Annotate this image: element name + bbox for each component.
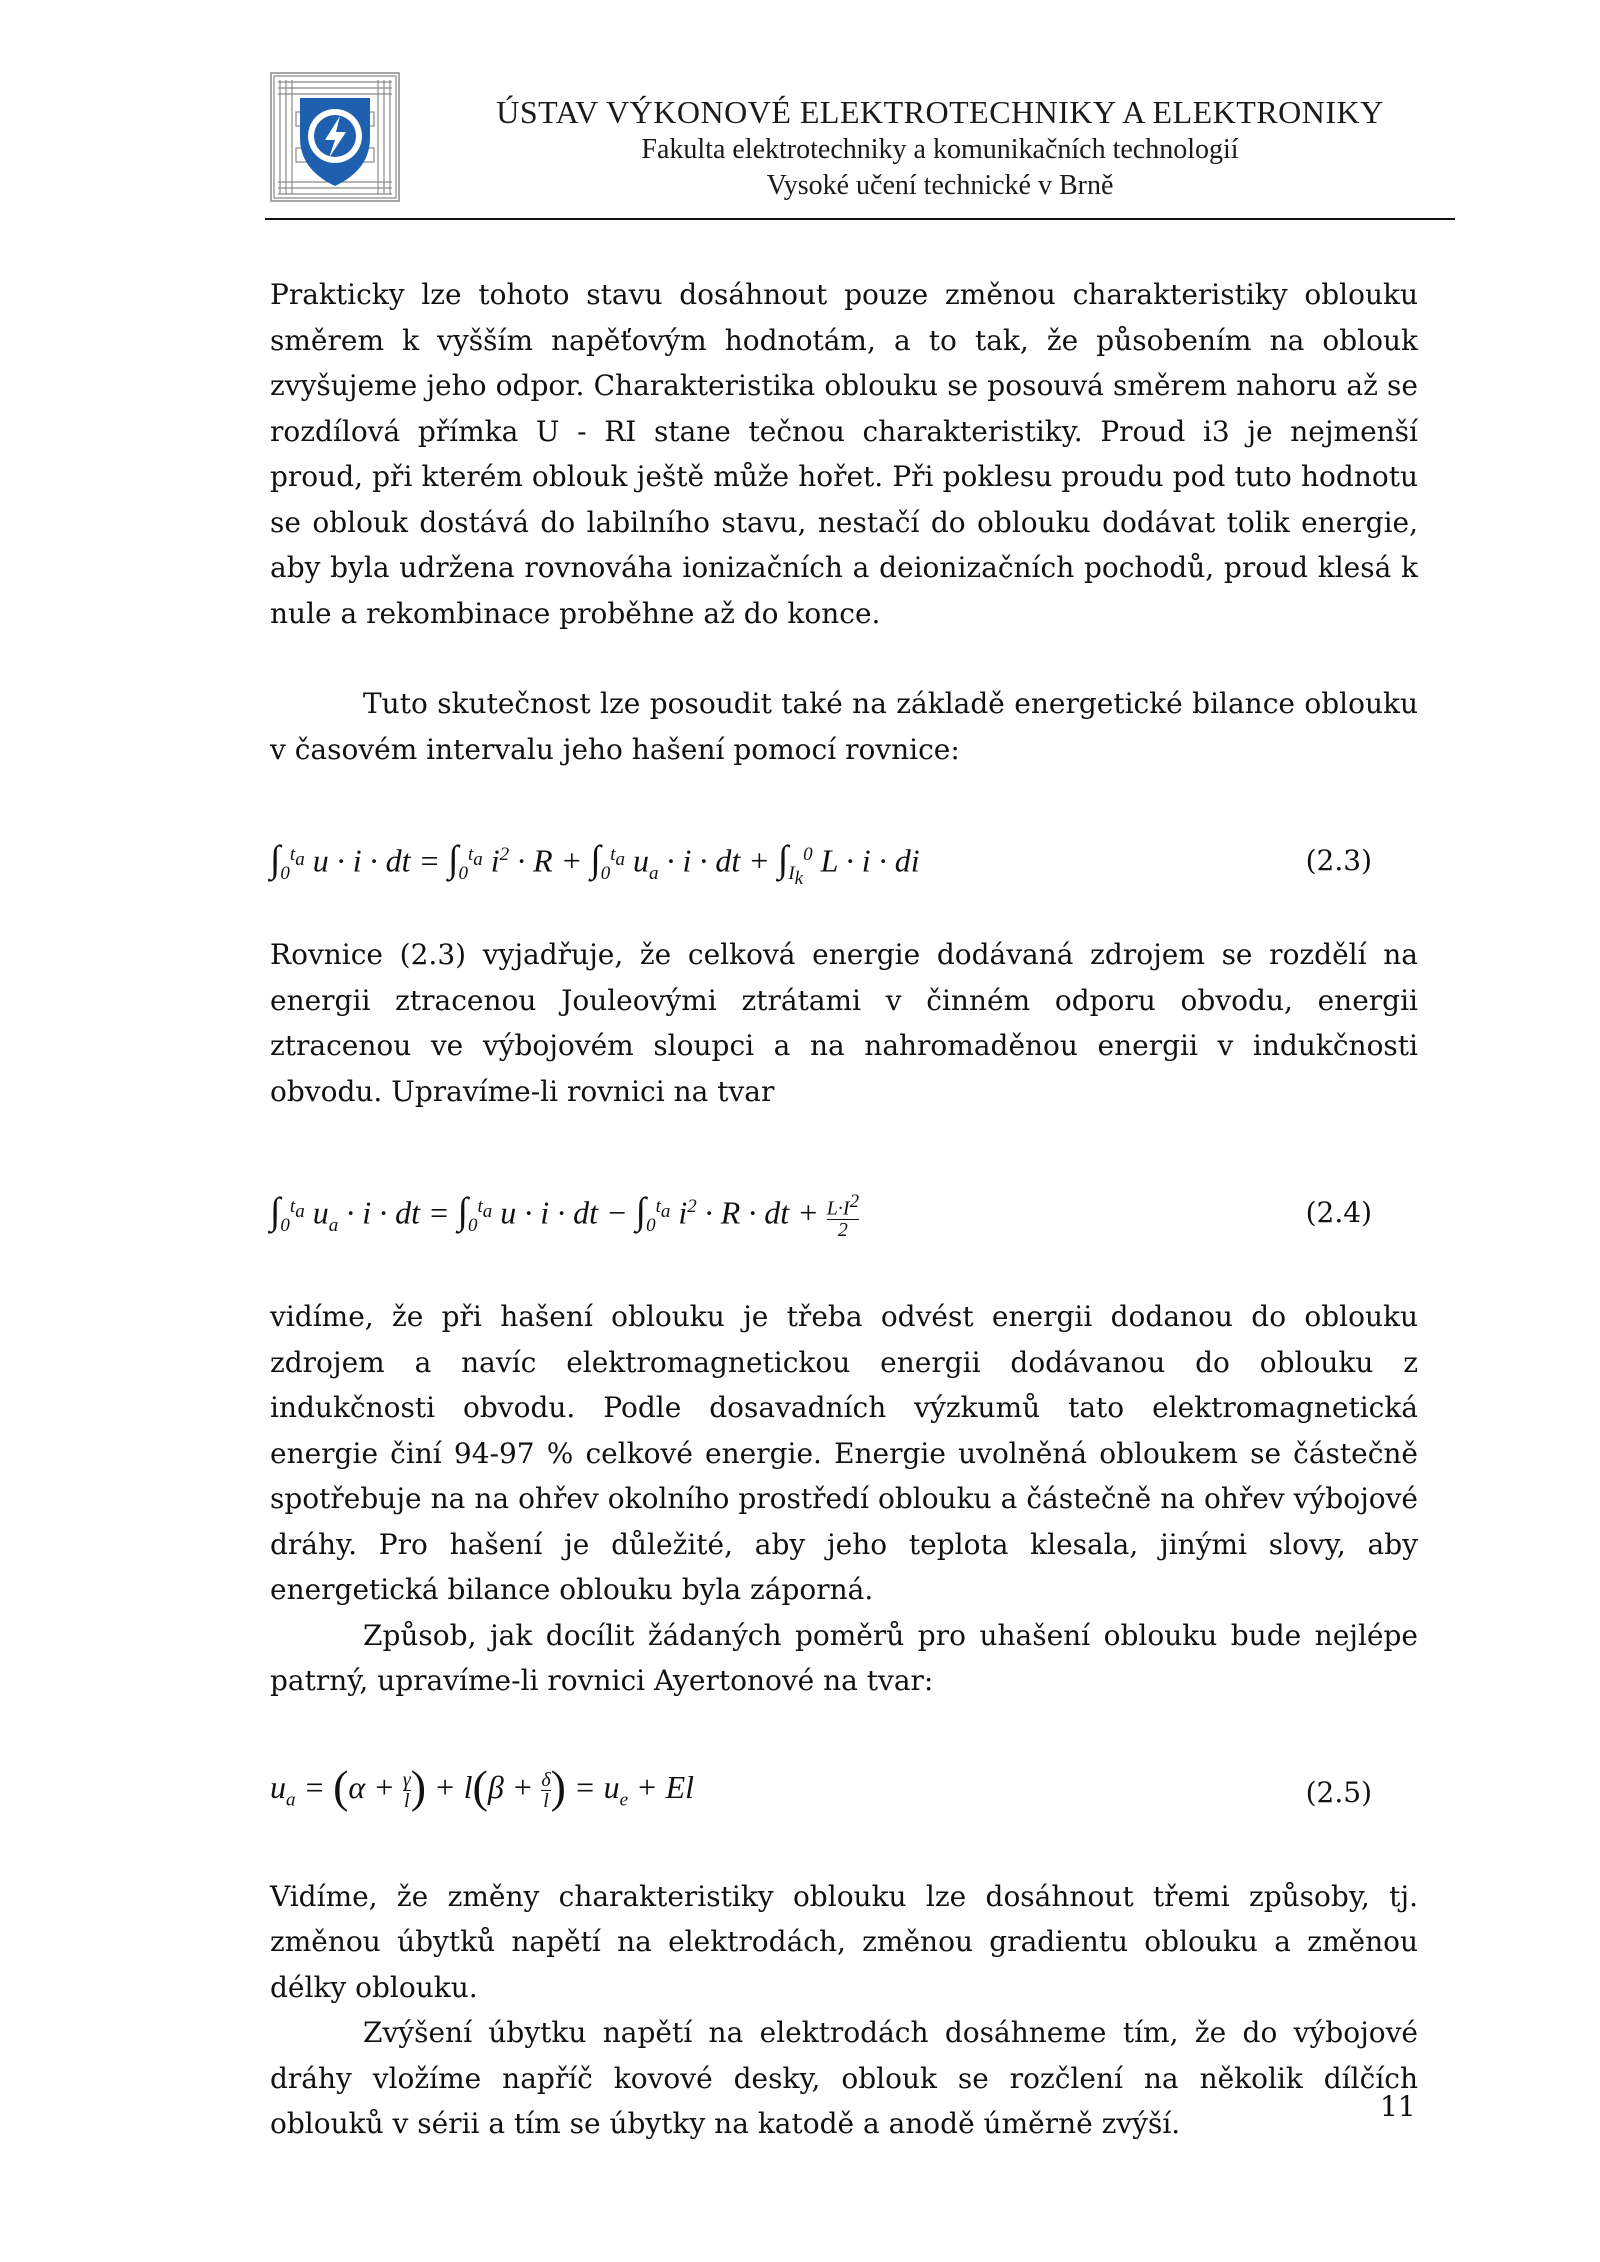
header-text: [430, 92, 1450, 204]
paragraph-2: Tuto skutečnost lze posoudit také na základě energetické bilance oblouku v časovém intervalu jeho hašení pomocí rovnice:: [270, 687, 1418, 766]
equation-2-4-expression: $\int_0^{t_a}$ $u_a \cdot i$ · dt = $\int_0^{t_a}$ u · i · dt − $\int_0^{t_a}$ $i^2 \cdot R$ · dt + $\frac{L\cdot I^2}{2}$: [270, 1190, 860, 1242]
page-number: 11: [1380, 2090, 1416, 2123]
header-divider: [265, 218, 1455, 220]
equation-2-3-number: (2.3): [1305, 844, 1372, 877]
equation-2-5-expression: $u_a = (\alpha$ + $\frac{\gamma}{l}$ ) + l(β + $\frac{\delta}{l}$ ) = $u_e + El$: [270, 1760, 695, 1812]
university-logo: [270, 72, 400, 202]
equation-2-5-number: (2.5): [1305, 1775, 1372, 1809]
paragraph-6: Vidíme, že změny charakteristiky oblouku lze dosáhnout třemi způsoby, tj. změnou úbytků napětí na elektrodách, změnou gradientu oblouku a změnou délky oblouku.: [270, 1879, 1418, 2004]
institute-name: ÚSTAV VÝKONOVÉ ELEKTROTECHNIKY A ELEKTRONIKY: [496, 94, 1384, 130]
equation-2-3: [270, 812, 1418, 902]
paragraph-5: Způsob, jak docílit žádaných poměrů pro uhašení oblouku bude nejlépe patrný, upravíme-li rovnici Ayertonové na tvar:: [270, 1618, 1418, 1697]
equation-2-4-number: (2.4): [1305, 1196, 1372, 1229]
paragraph-3: Rovnice (2.3) vyjadřuje, že celková energie dodávaná zdrojem se rozdělí na energii ztracenou Jouleovými ztrátami v činném odporu obvodu, energii ztracenou ve výbojovém sloupci a na nahromaděnou energii v indukčnosti obvodu. Upravíme-li rovnici na tvar: [270, 938, 1418, 1108]
equation-2-3-expression: $\int_0^{t_a}$ u · i · dt = $\int_0^{t_a}$ $i^2 \cdot R + \int_0^{t_a}$ $u_a \cdot i$ · dt + $\int_{I_k}^0$ L · i · di: [270, 838, 920, 889]
equation-2-5: [270, 1744, 1418, 1834]
faculty-name: Fakulta elektrotechniky a komunikačních technologií: [641, 134, 1239, 165]
equation-2-4: [270, 1164, 1418, 1254]
paragraph-7: Zvýšení úbytku napětí na elektrodách dosáhneme tím, že do výbojové dráhy vložíme napříč kovové desky, oblouk se rozčlení na několik dílčích oblouků v sérii a tím se úbytky na katodě a anodě úměrně zvýší.: [270, 2016, 1418, 2140]
paragraph-1: Prakticky lze tohoto stavu dosáhnout pouze změnou charakteristiky oblouku směrem k vyšším napěťovým hodnotám, a to tak, že působením na oblouk zvyšujeme jeho odpor. Charakteristika oblouku se posouvá směrem nahoru až se rozdílová přímka U - RI stane tečnou charakteristiky. Proud i3 je nejmenší proud, při kterém oblouk ještě může hořet. Při poklesu proudu pod tuto hodnotu se oblouk dostává do labilního stavu, nestačí do oblouku dodávat tolik energie, aby byla udržena rovnováha ionizačních a deionizačních pochodů, proud klesá k nule a rekombinace proběhne až do konce.: [270, 278, 1418, 630]
university-name: Vysoké učení technické v Brně: [766, 170, 1114, 201]
page-header: [0, 0, 1600, 225]
page-body: [270, 272, 1418, 2147]
paragraph-4: vidíme, že při hašení oblouku je třeba odvést energii dodanou do oblouku zdrojem a navíc elektromagnetickou energii dodávanou do oblouku z indukčnosti obvodu. Podle dosavadních výzkumů tato elektromagnetická energie činí 94-97 % celkové energie. Energie uvolněná obloukem se částečně spotřebuje na na ohřev okolního prostředí oblouku a částečně na ohřev výbojové dráhy. Pro hašení je důležité, aby jeho teplota klesala, jinými slovy, aby energetická bilance oblouku byla záporná.: [270, 1300, 1418, 1606]
